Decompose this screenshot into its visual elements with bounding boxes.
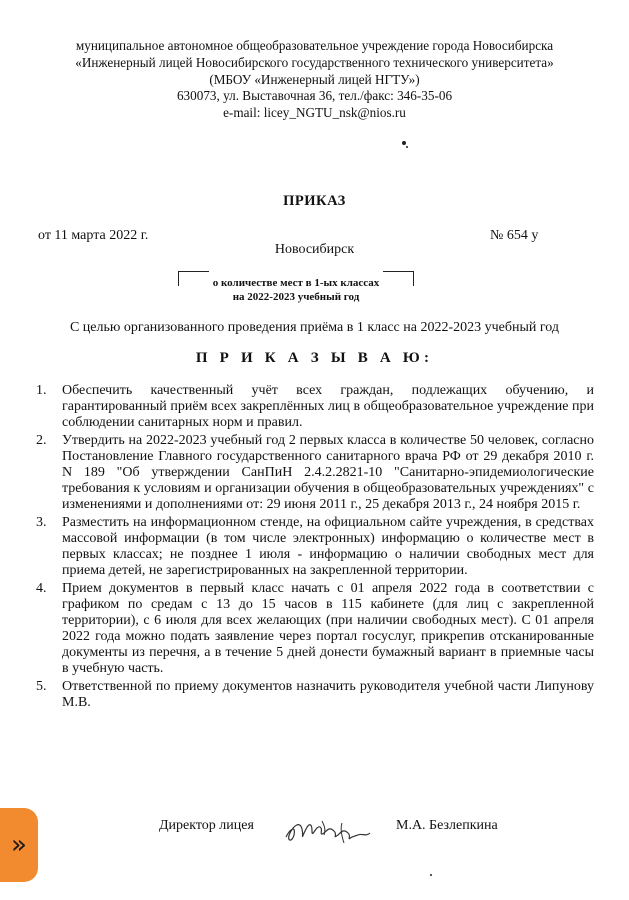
- item-text: Прием документов в первый класс начать с 01 апреля 2022 года в соответствии с графиком по средам с 13 до 15 часов в 115 кабинете (для лиц с закрепленной территории), с 6 июля для всех желающих (при наличии свободных мест). С 01 апреля 2022 года можно подать заявление через портал госуслуг, прикрепив отсканированные документы из перечня, а в течение 5 дней донести бумажный вариант в приемные часы в учебную часть.: [62, 581, 594, 676]
- subject-line: на 2022-2023 учебный год: [232, 290, 360, 303]
- document-title: ПРИКАЗ: [283, 193, 346, 209]
- letterhead-line: муниципальное автономное общеобразовательное учреждение города Новосибирска: [75, 38, 554, 53]
- item-number: 2.: [36, 433, 47, 448]
- order-heading: П Р И К А З Ы В А Ю:: [195, 350, 434, 366]
- list-item: [0, 679, 629, 711]
- list-item: [0, 383, 629, 431]
- order-number: № 654 у: [490, 228, 539, 243]
- letterhead-line: 630073, ул. Выставочная 36, тел./факс: 346-35-06: [176, 88, 453, 104]
- order-subject: [178, 268, 414, 302]
- letterhead-line: e-mail: licey_NGTU_nsk@nios.ru: [223, 105, 406, 121]
- item-number: 5.: [36, 679, 47, 694]
- order-date: от 11 марта 2022 г.: [38, 228, 149, 243]
- item-text: Ответственной по приему документов назначить руководителя учебной части Липунову М.В.: [62, 679, 594, 710]
- signer-name: М.А. Безлепкина: [396, 818, 498, 833]
- purpose-statement: С целью организованного проведения приёма в 1 класс на 2022-2023 учебный год: [69, 320, 560, 335]
- order-city: Новосибирск: [274, 242, 355, 257]
- handwritten-signature: [282, 815, 374, 849]
- order-items-list: [0, 383, 629, 713]
- list-item: [0, 433, 629, 513]
- signer-title: Директор лицея: [159, 818, 254, 833]
- scan-speck: [402, 141, 406, 145]
- item-number: 1.: [36, 383, 47, 398]
- signature-block: [0, 815, 629, 855]
- subject-line: о количестве мест в 1-ых классах: [212, 277, 380, 289]
- list-item: [0, 581, 629, 677]
- item-text: Обеспечить качественный учёт всех граждан, подлежащих обучению, и гарантированный приём всех закреплённых лиц в общеобразовательное учреждение при соблюдении санитарных норм и правил.: [62, 383, 594, 430]
- item-number: 3.: [36, 515, 47, 530]
- scan-speck: [430, 874, 432, 876]
- subject-text: [178, 277, 414, 304]
- scan-speck: [406, 146, 408, 148]
- side-panel-toggle-button[interactable]: [0, 808, 38, 882]
- list-item: [0, 515, 629, 579]
- double-chevron-right-icon: »: [11, 830, 27, 860]
- letterhead: [0, 38, 629, 122]
- item-text: Разместить на информационном стенде, на официальном сайте учреждения, в средствах массовой информации (в том числе электронных) информацию о количестве мест в первых классах; не позднее 1 июля - информацию о наличии свободных мест для приема детей, не зарегистрированных на закрепленной территории.: [62, 515, 594, 578]
- letterhead-line: «Инженерный лицей Новосибирского государственного технического университета»: [75, 54, 554, 70]
- letterhead-line: (МБОУ «Инженерный лицей НГТУ»): [209, 71, 420, 87]
- item-text: Утвердить на 2022-2023 учебный год 2 первых класса в количестве 50 человек, согласно Постановление Главного государственного санитарного врача РФ от 29 декабря 2010 г. N 189 "Об утверждении СанПиН 2.4.2.2821-10 "Санитарно-эпидемиологические требования к условиям и организации обучения в общеобразовательных учреждениях" с изменениями и дополнениями от: 29 июня 2011 г., 25 декабря 2013 г., 24 ноября 2015 г.: [62, 433, 594, 512]
- item-number: 4.: [36, 581, 47, 596]
